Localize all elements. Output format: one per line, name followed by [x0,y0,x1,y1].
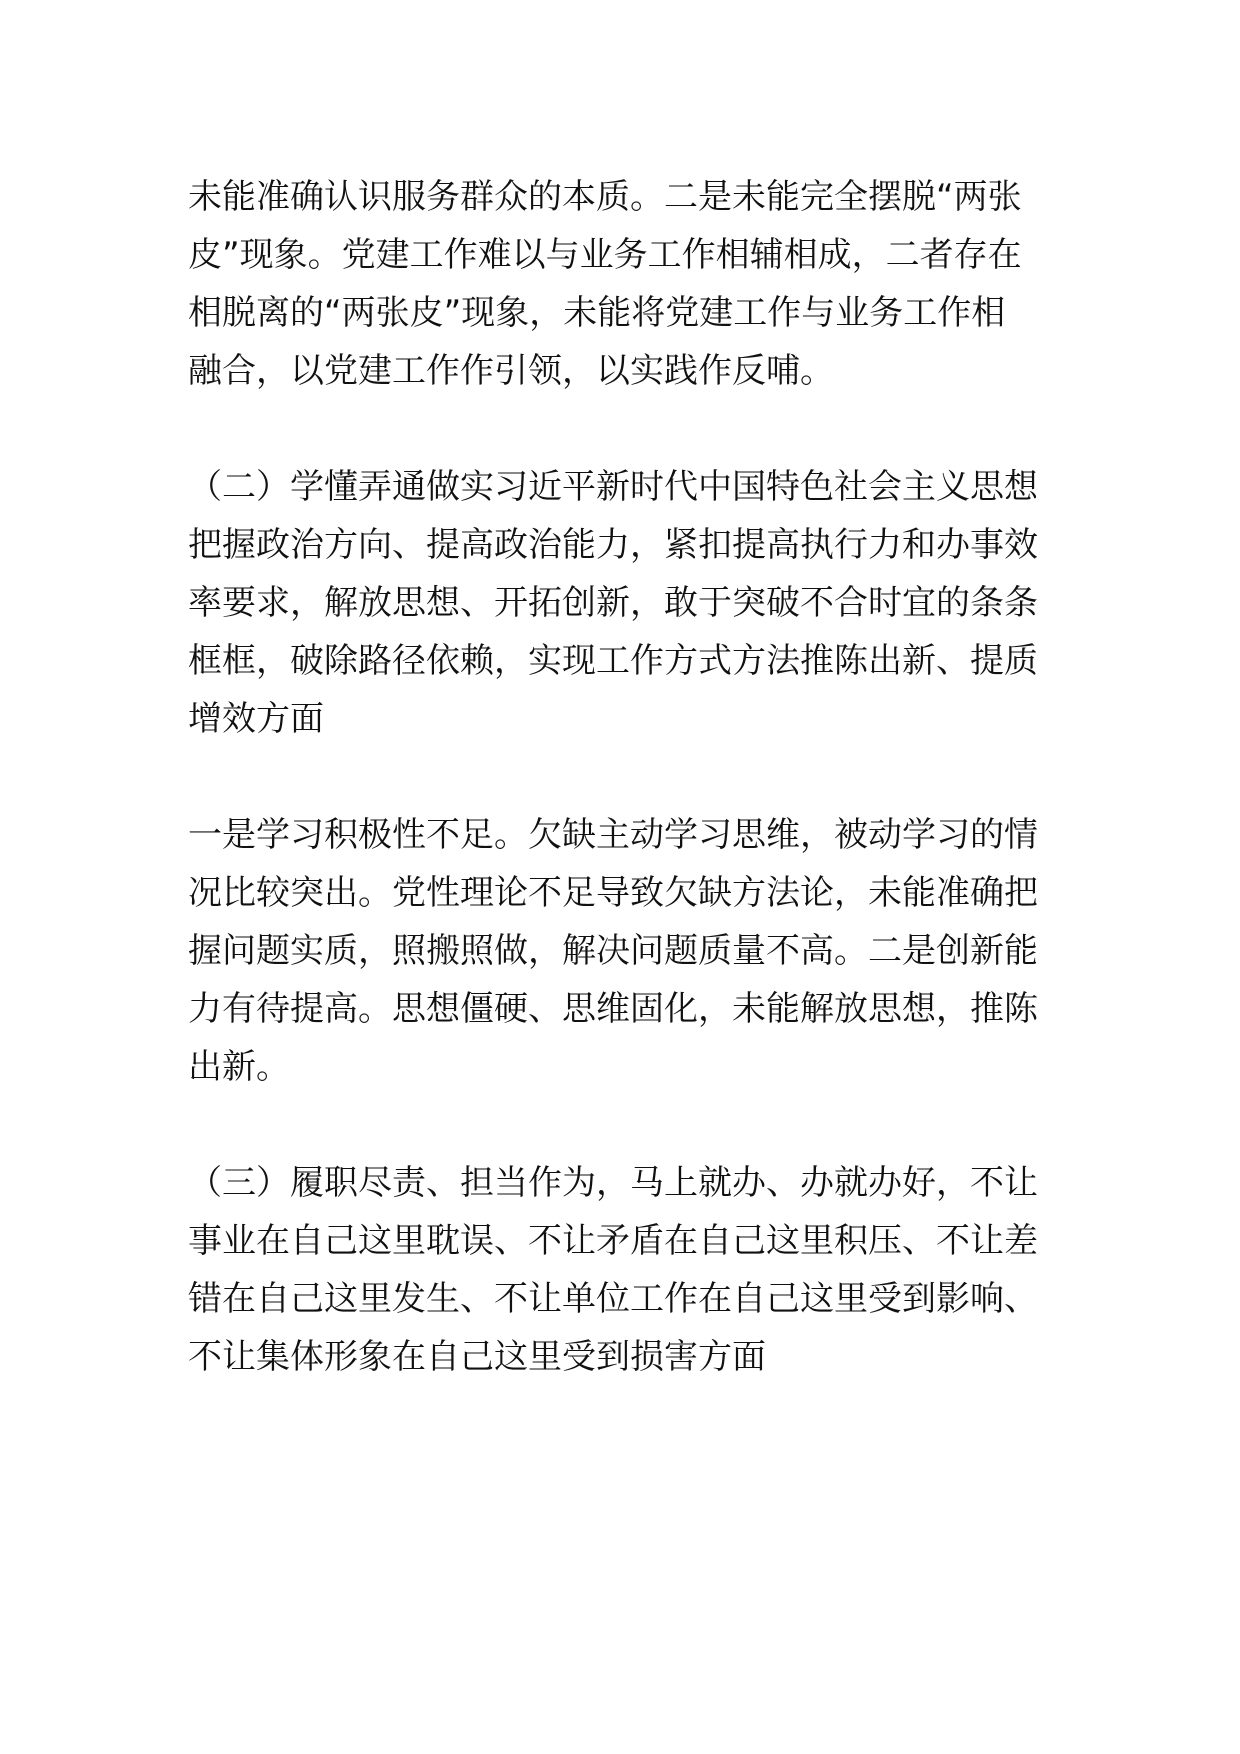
paragraph-4-line-4: 不让集体形象在自己这里受到损害方面 [188,1337,766,1377]
paragraph-4-line-1: （三）履职尽责、担当作为，马上就办、办就办好，不让 [188,1163,1038,1203]
paragraph-1-line-3: 相脱离的“两张皮”现象，未能将党建工作与业务工作相 [188,293,1006,333]
paragraph-4-line-2: 事业在自己这里耽误、不让矛盾在自己这里积压、不让差 [188,1221,1038,1261]
paragraph-2-line-3: 率要求，解放思想、开拓创新，敢于突破不合时宜的条条 [188,583,1038,623]
paragraph-1-line-4: 融合，以党建工作作引领，以实践作反哺。 [188,351,834,391]
paragraph-3-line-3: 握问题实质，照搬照做，解决问题质量不高。二是创新能 [188,931,1038,971]
paragraph-2-line-1: （二）学懂弄通做实习近平新时代中国特色社会主义思想 [188,467,1038,507]
paragraph-3-line-1: 一是学习积极性不足。欠缺主动学习思维，被动学习的情 [188,815,1038,855]
paragraph-3-line-2: 况比较突出。党性理论不足导致欠缺方法论，未能准确把 [188,873,1038,913]
paragraph-1-line-1: 未能准确认识服务群众的本质。二是未能完全摆脱“两张 [188,177,1022,217]
paragraph-3-line-4: 力有待提高。思想僵硬、思维固化，未能解放思想，推陈 [188,989,1038,1029]
paragraph-4-line-3: 错在自己这里发生、不让单位工作在自己这里受到影响、 [188,1279,1038,1319]
paragraph-3-line-5: 出新。 [188,1047,290,1087]
paragraph-2-line-4: 框框，破除路径依赖，实现工作方式方法推陈出新、提质 [188,641,1038,681]
paragraph-2-line-5: 增效方面 [188,699,324,739]
paragraph-1-line-2: 皮”现象。党建工作难以与业务工作相辅相成，二者存在 [188,235,1022,275]
paragraph-2-line-2: 把握政治方向、提高政治能力，紧扣提高执行力和办事效 [188,525,1038,565]
